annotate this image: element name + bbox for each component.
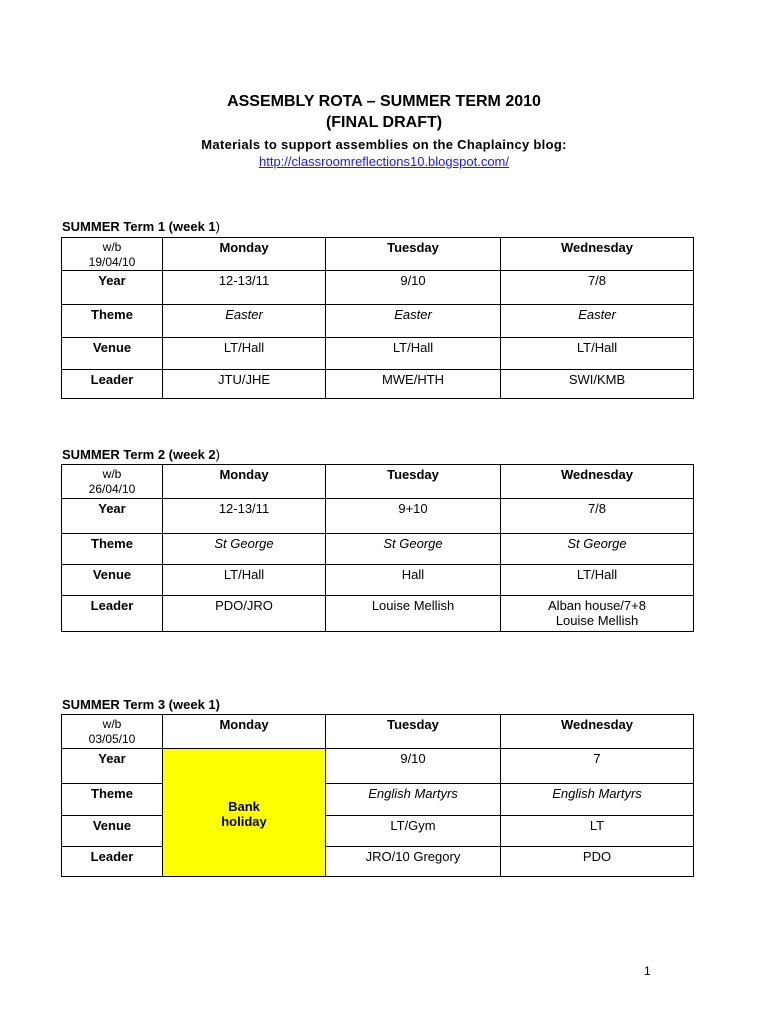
table-cell: St George bbox=[501, 534, 694, 565]
week-beginning-cell bbox=[62, 238, 163, 271]
table-row bbox=[62, 596, 694, 632]
day-header-wednesday: Wednesday bbox=[501, 238, 694, 271]
day-header-monday: Monday bbox=[163, 715, 326, 749]
section-1-caption-tail: ) bbox=[215, 219, 220, 234]
table-cell: 7/8 bbox=[501, 271, 694, 305]
row-label: Year bbox=[62, 499, 163, 534]
row-label: Leader bbox=[62, 596, 163, 632]
table-row bbox=[62, 271, 694, 305]
table-cell: 9+10 bbox=[326, 499, 501, 534]
document-status: (FINAL DRAFT) bbox=[325, 114, 443, 131]
table-row bbox=[62, 749, 694, 784]
row-label: Theme bbox=[62, 784, 163, 816]
row-label: Venue bbox=[62, 338, 163, 370]
table-row bbox=[62, 338, 694, 370]
table-cell: MWE/HTH bbox=[326, 370, 501, 399]
blog-link[interactable]: http://classroomreflections10.blogspot.com/ bbox=[258, 154, 509, 169]
table-cell: St George bbox=[326, 534, 501, 565]
table-row bbox=[62, 784, 694, 816]
table-cell: LT/Hall bbox=[326, 338, 501, 370]
table-cell: LT/Hall bbox=[163, 565, 326, 596]
section-3-caption bbox=[62, 697, 220, 712]
table-header-row bbox=[62, 238, 694, 271]
table-cell: Hall bbox=[326, 565, 501, 596]
section-3-caption-bold: SUMMER Term 3 (week 1) bbox=[62, 697, 220, 712]
page-number: 1 bbox=[644, 964, 651, 978]
row-label: Year bbox=[62, 271, 163, 305]
table-cell: Easter bbox=[326, 305, 501, 338]
day-header-monday: Monday bbox=[163, 465, 326, 499]
table-cell: LT bbox=[501, 816, 694, 847]
table-cell: LT/Gym bbox=[326, 816, 501, 847]
wb-label: w/b bbox=[102, 717, 122, 731]
row-label: Theme bbox=[62, 305, 163, 338]
table-cell: PDO/JRO bbox=[163, 596, 326, 632]
day-header-wednesday: Wednesday bbox=[501, 715, 694, 749]
section-2-caption-tail: ) bbox=[215, 447, 220, 462]
table-cell: LT/Hall bbox=[501, 565, 694, 596]
rota-table-3 bbox=[61, 714, 694, 877]
bank-holiday-line: holiday bbox=[221, 813, 267, 829]
table-cell: 7/8 bbox=[501, 499, 694, 534]
rota-table-2 bbox=[61, 464, 694, 632]
week-beginning-cell bbox=[62, 465, 163, 499]
cell-line: Alban house/7+8 bbox=[548, 598, 646, 613]
rota-table-1 bbox=[61, 237, 694, 399]
table-row bbox=[62, 534, 694, 565]
table-cell: JTU/JHE bbox=[163, 370, 326, 399]
table-row bbox=[62, 847, 694, 877]
wb-date: 26/04/10 bbox=[88, 482, 136, 496]
table-cell: PDO bbox=[501, 847, 694, 877]
row-label: Year bbox=[62, 749, 163, 784]
row-label: Venue bbox=[62, 816, 163, 847]
day-header-tuesday: Tuesday bbox=[326, 465, 501, 499]
day-header-monday: Monday bbox=[163, 238, 326, 271]
table-row bbox=[62, 305, 694, 338]
table-cell: 12-13/11 bbox=[163, 271, 326, 305]
bank-holiday-cell bbox=[163, 749, 326, 877]
row-label: Leader bbox=[62, 370, 163, 399]
day-header-wednesday: Wednesday bbox=[501, 465, 694, 499]
table-cell: 7 bbox=[501, 749, 694, 784]
wb-date: 19/04/10 bbox=[88, 255, 136, 269]
table-cell bbox=[501, 596, 694, 632]
section-2-caption bbox=[62, 447, 220, 462]
section-1-caption bbox=[62, 219, 220, 234]
table-cell: LT/Hall bbox=[501, 338, 694, 370]
row-label: Theme bbox=[62, 534, 163, 565]
document-subtitle: Materials to support assemblies on the Chaplaincy blog: bbox=[201, 137, 567, 152]
table-cell: LT/Hall bbox=[163, 338, 326, 370]
bank-holiday-line: Bank bbox=[228, 798, 260, 814]
wb-label: w/b bbox=[102, 240, 122, 254]
cell-line: Louise Mellish bbox=[555, 613, 639, 628]
document-title: ASSEMBLY ROTA – SUMMER TERM 2010 bbox=[227, 93, 541, 110]
day-header-tuesday: Tuesday bbox=[326, 238, 501, 271]
table-cell: 9/10 bbox=[326, 749, 501, 784]
table-cell: 12-13/11 bbox=[163, 499, 326, 534]
wb-date: 03/05/10 bbox=[88, 732, 136, 746]
table-row bbox=[62, 565, 694, 596]
row-label: Leader bbox=[62, 847, 163, 877]
table-cell: Easter bbox=[163, 305, 326, 338]
table-cell: English Martyrs bbox=[501, 784, 694, 816]
wb-label: w/b bbox=[102, 467, 122, 481]
table-cell: St George bbox=[163, 534, 326, 565]
table-row bbox=[62, 816, 694, 847]
table-cell: SWI/KMB bbox=[501, 370, 694, 399]
day-header-tuesday: Tuesday bbox=[326, 715, 501, 749]
table-row bbox=[62, 370, 694, 399]
table-cell: Easter bbox=[501, 305, 694, 338]
table-cell: English Martyrs bbox=[326, 784, 501, 816]
week-beginning-cell bbox=[62, 715, 163, 749]
section-2-caption-bold: SUMMER Term 2 (week 2 bbox=[62, 447, 216, 462]
section-1-caption-bold: SUMMER Term 1 (week 1 bbox=[62, 219, 216, 234]
table-header-row bbox=[62, 465, 694, 499]
row-label: Venue bbox=[62, 565, 163, 596]
table-cell: JRO/10 Gregory bbox=[326, 847, 501, 877]
table-cell: 9/10 bbox=[326, 271, 501, 305]
table-row bbox=[62, 499, 694, 534]
table-cell: Louise Mellish bbox=[326, 596, 501, 632]
table-header-row bbox=[62, 715, 694, 749]
